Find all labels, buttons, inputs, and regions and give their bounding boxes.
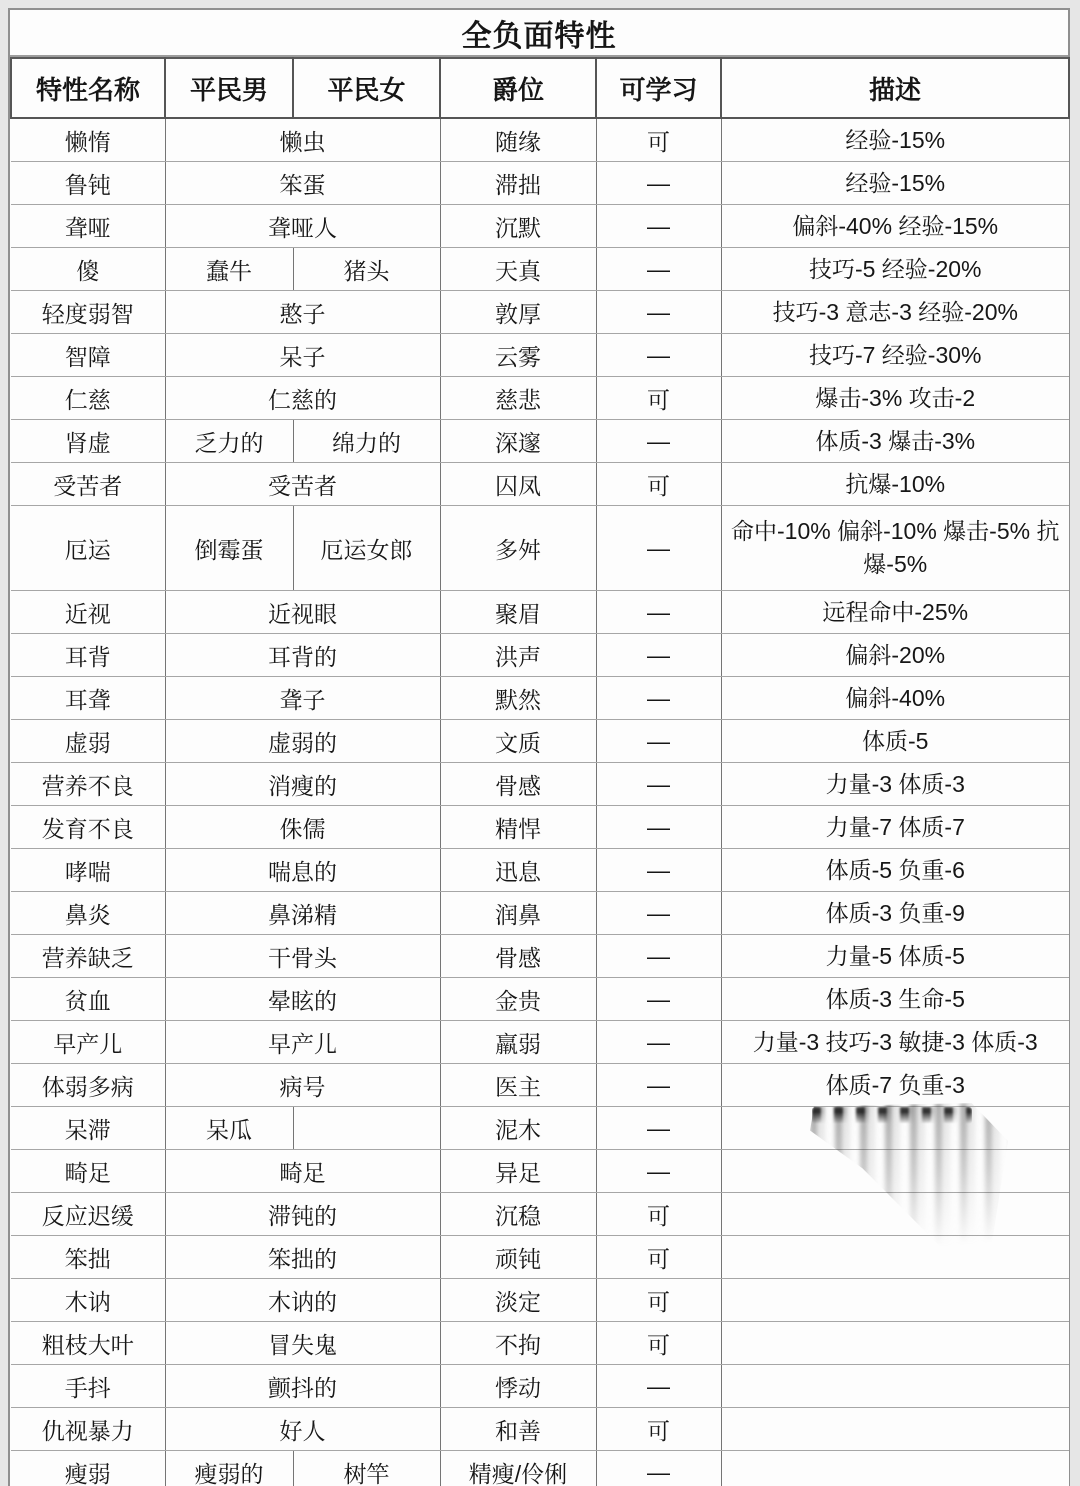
trait-name-cell: 轻度弱智: [11, 291, 165, 334]
table-row: [11, 591, 1069, 634]
trait-name-cell: 鼻炎: [11, 892, 165, 935]
learnable-cell: —: [596, 1365, 721, 1408]
noble-title-cell: 泥木: [440, 1107, 596, 1150]
table-title-row: [10, 10, 1068, 57]
civilian-name-cell: 懒虫: [165, 118, 440, 162]
noble-title-cell: 羸弱: [440, 1021, 596, 1064]
table-row: [11, 978, 1069, 1021]
header-row: [11, 58, 1069, 118]
noble-title-cell: 天真: [440, 248, 596, 291]
trait-name-cell: 营养缺乏: [11, 935, 165, 978]
civilian-name-cell: 消瘦的: [165, 763, 440, 806]
civilian-name-cell: 滞钝的: [165, 1193, 440, 1236]
learnable-cell: —: [596, 205, 721, 248]
description-cell: 偏斜-20%: [721, 634, 1069, 677]
trait-name-cell: 肾虚: [11, 420, 165, 463]
civilian-male-cell: 乏力的: [165, 420, 293, 463]
trait-name-cell: 智障: [11, 334, 165, 377]
trait-name-cell: 哮喘: [11, 849, 165, 892]
noble-title-cell: 敦厚: [440, 291, 596, 334]
noble-title-cell: 云雾: [440, 334, 596, 377]
description-cell: [721, 1322, 1069, 1365]
table-row: [11, 205, 1069, 248]
table-row: [11, 1236, 1069, 1279]
civilian-male-cell: 蠢牛: [165, 248, 293, 291]
trait-name-cell: 受苦者: [11, 463, 165, 506]
trait-name-cell: 近视: [11, 591, 165, 634]
table-row: [11, 677, 1069, 720]
civilian-name-cell: 聋子: [165, 677, 440, 720]
learnable-cell: 可: [596, 463, 721, 506]
description-cell: 体质-7 负重-3: [721, 1064, 1069, 1107]
trait-name-cell: 发育不良: [11, 806, 165, 849]
noble-title-cell: 淡定: [440, 1279, 596, 1322]
learnable-cell: —: [596, 978, 721, 1021]
table-row: [11, 248, 1069, 291]
table-row: [11, 334, 1069, 377]
civilian-name-cell: 颤抖的: [165, 1365, 440, 1408]
learnable-cell: —: [596, 720, 721, 763]
description-cell: 力量-5 体质-5: [721, 935, 1069, 978]
noble-title-cell: 迅息: [440, 849, 596, 892]
noble-title-cell: 润鼻: [440, 892, 596, 935]
col-header-description: 描述: [721, 58, 1069, 118]
description-cell: 体质-3 爆击-3%: [721, 420, 1069, 463]
civilian-female-cell: 树竿: [293, 1451, 440, 1486]
noble-title-cell: 骨感: [440, 935, 596, 978]
col-header-civilian-female: 平民女: [293, 58, 440, 118]
description-cell: 经验-15%: [721, 118, 1069, 162]
trait-name-cell: 耳背: [11, 634, 165, 677]
civilian-name-cell: 木讷的: [165, 1279, 440, 1322]
noble-title-cell: 金贵: [440, 978, 596, 1021]
learnable-cell: 可: [596, 1279, 721, 1322]
col-header-civilian-male: 平民男: [165, 58, 293, 118]
learnable-cell: —: [596, 248, 721, 291]
noble-title-cell: 洪声: [440, 634, 596, 677]
table-title: 全负面特性: [461, 19, 617, 53]
learnable-cell: 可: [596, 377, 721, 420]
description-cell: 偏斜-40% 经验-15%: [721, 205, 1069, 248]
learnable-cell: —: [596, 591, 721, 634]
description-cell: 远程命中-25%: [721, 591, 1069, 634]
trait-name-cell: 早产儿: [11, 1021, 165, 1064]
trait-name-cell: 厄运: [11, 506, 165, 591]
civilian-name-cell: 仁慈的: [165, 377, 440, 420]
table-row: [11, 1193, 1069, 1236]
description-cell: 体质-3 负重-9: [721, 892, 1069, 935]
traits-table-body: [11, 118, 1069, 1486]
noble-title-cell: 医主: [440, 1064, 596, 1107]
learnable-cell: 可: [596, 1236, 721, 1279]
civilian-name-cell: 干骨头: [165, 935, 440, 978]
description-cell: 偏斜-40%: [721, 677, 1069, 720]
table-row: [11, 420, 1069, 463]
civilian-name-cell: 病号: [165, 1064, 440, 1107]
noble-title-cell: 精悍: [440, 806, 596, 849]
noble-title-cell: 滞拙: [440, 162, 596, 205]
table-row: [11, 463, 1069, 506]
learnable-cell: 可: [596, 1193, 721, 1236]
civilian-name-cell: 畸足: [165, 1150, 440, 1193]
table-row: [11, 162, 1069, 205]
description-cell: 经验-15%: [721, 162, 1069, 205]
table-row: [11, 118, 1069, 162]
description-cell: [721, 1107, 1069, 1150]
trait-name-cell: 鲁钝: [11, 162, 165, 205]
trait-name-cell: 聋哑: [11, 205, 165, 248]
table-row: [11, 1021, 1069, 1064]
description-cell: 抗爆-10%: [721, 463, 1069, 506]
description-cell: 力量-7 体质-7: [721, 806, 1069, 849]
civilian-name-cell: 受苦者: [165, 463, 440, 506]
civilian-name-cell: 呆子: [165, 334, 440, 377]
table-row: [11, 291, 1069, 334]
noble-title-cell: 悸动: [440, 1365, 596, 1408]
description-cell: 爆击-3% 攻击-2: [721, 377, 1069, 420]
civilian-name-cell: 憨子: [165, 291, 440, 334]
trait-name-cell: 仁慈: [11, 377, 165, 420]
col-header-trait-name: 特性名称: [11, 58, 165, 118]
learnable-cell: 可: [596, 1408, 721, 1451]
col-header-learnable: 可学习: [596, 58, 721, 118]
description-cell: [721, 1193, 1069, 1236]
table-row: [11, 763, 1069, 806]
learnable-cell: —: [596, 849, 721, 892]
description-cell: 力量-3 技巧-3 敏捷-3 体质-3: [721, 1021, 1069, 1064]
civilian-male-cell: 瘦弱的: [165, 1451, 293, 1486]
civilian-name-cell: 好人: [165, 1408, 440, 1451]
civilian-name-cell: 晕眩的: [165, 978, 440, 1021]
noble-title-cell: 沉稳: [440, 1193, 596, 1236]
table-row: [11, 1451, 1069, 1486]
civilian-name-cell: 侏儒: [165, 806, 440, 849]
trait-name-cell: 虚弱: [11, 720, 165, 763]
trait-name-cell: 耳聋: [11, 677, 165, 720]
trait-name-cell: 贫血: [11, 978, 165, 1021]
noble-title-cell: 顽钝: [440, 1236, 596, 1279]
noble-title-cell: 默然: [440, 677, 596, 720]
description-cell: [721, 1279, 1069, 1322]
table-row: [11, 849, 1069, 892]
trait-name-cell: 手抖: [11, 1365, 165, 1408]
learnable-cell: —: [596, 634, 721, 677]
civilian-name-cell: 笨拙的: [165, 1236, 440, 1279]
trait-name-cell: 呆滞: [11, 1107, 165, 1150]
noble-title-cell: 和善: [440, 1408, 596, 1451]
description-cell: 技巧-3 意志-3 经验-20%: [721, 291, 1069, 334]
traits-grid: [10, 57, 1070, 1486]
negative-traits-table: [8, 8, 1070, 1486]
learnable-cell: —: [596, 763, 721, 806]
table-row: [11, 1150, 1069, 1193]
noble-title-cell: 囚凤: [440, 463, 596, 506]
civilian-female-cell: 厄运女郎: [293, 506, 440, 591]
noble-title-cell: 沉默: [440, 205, 596, 248]
civilian-name-cell: 早产儿: [165, 1021, 440, 1064]
table-row: [11, 892, 1069, 935]
learnable-cell: —: [596, 1451, 721, 1486]
civilian-name-cell: 笨蛋: [165, 162, 440, 205]
civilian-female-cell: 猪头: [293, 248, 440, 291]
description-cell: 命中-10% 偏斜-10% 爆击-5% 抗爆-5%: [721, 506, 1069, 591]
civilian-male-cell: 倒霉蛋: [165, 506, 293, 591]
learnable-cell: —: [596, 1021, 721, 1064]
table-row: [11, 806, 1069, 849]
description-cell: [721, 1365, 1069, 1408]
table-row: [11, 935, 1069, 978]
learnable-cell: —: [596, 1150, 721, 1193]
table-row: [11, 506, 1069, 591]
description-cell: 体质-3 生命-5: [721, 978, 1069, 1021]
learnable-cell: —: [596, 291, 721, 334]
trait-name-cell: 畸足: [11, 1150, 165, 1193]
table-row: [11, 1107, 1069, 1150]
noble-title-cell: 慈悲: [440, 377, 596, 420]
learnable-cell: —: [596, 334, 721, 377]
noble-title-cell: 骨感: [440, 763, 596, 806]
civilian-name-cell: 喘息的: [165, 849, 440, 892]
learnable-cell: —: [596, 935, 721, 978]
learnable-cell: 可: [596, 1322, 721, 1365]
table-row: [11, 1408, 1069, 1451]
civilian-name-cell: 虚弱的: [165, 720, 440, 763]
description-cell: 体质-5: [721, 720, 1069, 763]
noble-title-cell: 精瘦/伶俐: [440, 1451, 596, 1486]
learnable-cell: —: [596, 1064, 721, 1107]
learnable-cell: —: [596, 506, 721, 591]
learnable-cell: —: [596, 892, 721, 935]
trait-name-cell: 瘦弱: [11, 1451, 165, 1486]
learnable-cell: —: [596, 420, 721, 463]
description-cell: [721, 1408, 1069, 1451]
learnable-cell: —: [596, 677, 721, 720]
description-cell: 技巧-7 经验-30%: [721, 334, 1069, 377]
description-cell: [721, 1451, 1069, 1486]
table-row: [11, 1279, 1069, 1322]
noble-title-cell: 异足: [440, 1150, 596, 1193]
civilian-male-cell: 呆瓜: [165, 1107, 293, 1150]
civilian-female-cell: 绵力的: [293, 420, 440, 463]
learnable-cell: —: [596, 162, 721, 205]
table-row: [11, 634, 1069, 677]
learnable-cell: —: [596, 806, 721, 849]
col-header-noble-title: 爵位: [440, 58, 596, 118]
civilian-name-cell: 近视眼: [165, 591, 440, 634]
table-row: [11, 1322, 1069, 1365]
description-cell: 技巧-5 经验-20%: [721, 248, 1069, 291]
table-row: [11, 1064, 1069, 1107]
description-cell: [721, 1150, 1069, 1193]
civilian-name-cell: 耳背的: [165, 634, 440, 677]
noble-title-cell: 多舛: [440, 506, 596, 591]
table-row: [11, 1365, 1069, 1408]
civilian-name-cell: 冒失鬼: [165, 1322, 440, 1365]
trait-name-cell: 木讷: [11, 1279, 165, 1322]
noble-title-cell: 深邃: [440, 420, 596, 463]
trait-name-cell: 笨拙: [11, 1236, 165, 1279]
noble-title-cell: 文质: [440, 720, 596, 763]
learnable-cell: —: [596, 1107, 721, 1150]
noble-title-cell: 随缘: [440, 118, 596, 162]
noble-title-cell: 不拘: [440, 1322, 596, 1365]
description-cell: 力量-3 体质-3: [721, 763, 1069, 806]
trait-name-cell: 懒惰: [11, 118, 165, 162]
trait-name-cell: 傻: [11, 248, 165, 291]
table-row: [11, 377, 1069, 420]
civilian-name-cell: 鼻涕精: [165, 892, 440, 935]
civilian-name-cell: 聋哑人: [165, 205, 440, 248]
table-row: [11, 720, 1069, 763]
trait-name-cell: 体弱多病: [11, 1064, 165, 1107]
trait-name-cell: 粗枝大叶: [11, 1322, 165, 1365]
noble-title-cell: 聚眉: [440, 591, 596, 634]
trait-name-cell: 反应迟缓: [11, 1193, 165, 1236]
description-cell: [721, 1236, 1069, 1279]
learnable-cell: 可: [596, 118, 721, 162]
description-cell: 体质-5 负重-6: [721, 849, 1069, 892]
trait-name-cell: 营养不良: [11, 763, 165, 806]
trait-name-cell: 仇视暴力: [11, 1408, 165, 1451]
civilian-female-cell: [293, 1107, 440, 1150]
